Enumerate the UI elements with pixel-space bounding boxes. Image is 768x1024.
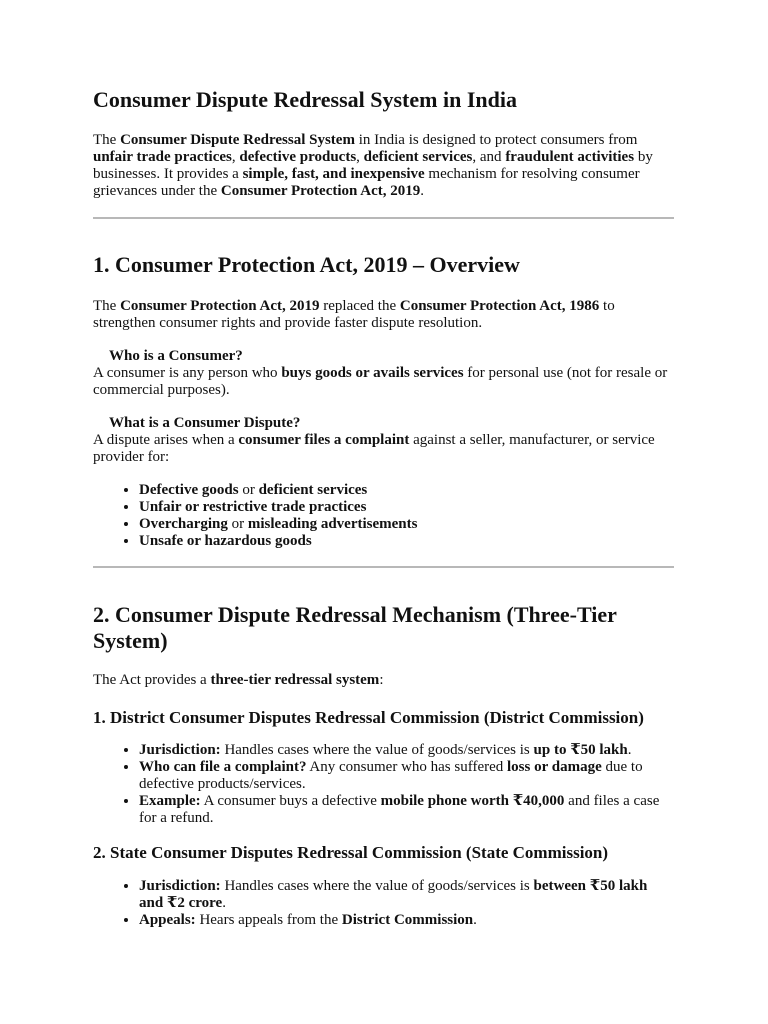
list-item bbox=[139, 912, 674, 929]
list-item bbox=[139, 499, 674, 516]
list-item bbox=[139, 516, 674, 533]
text-run: . bbox=[222, 895, 226, 911]
text-run: to strengthen consumer rights and provide faster dispute resolution. bbox=[93, 298, 615, 331]
bold-text: consumer files a complaint bbox=[238, 432, 410, 448]
text-run: in India is designed to protect consumers from bbox=[354, 132, 638, 148]
list-item bbox=[139, 793, 674, 827]
consumer-definition-text bbox=[93, 365, 674, 399]
bold-text: fraudulent activities bbox=[505, 149, 635, 165]
divider bbox=[93, 217, 674, 219]
dispute-grounds-list bbox=[93, 482, 674, 550]
section-1-paragraph bbox=[93, 298, 674, 332]
text-run: Handles cases where the value of goods/services is bbox=[220, 742, 534, 758]
list-item bbox=[139, 878, 674, 912]
dispute-definition-heading: What is a Consumer Dispute? bbox=[109, 415, 301, 431]
bold-text: three-tier redressal system bbox=[210, 672, 380, 688]
section-1-heading: 1. Consumer Protection Act, 2019 – Overview bbox=[93, 252, 520, 277]
bold-text: Consumer Protection Act, 2019 bbox=[120, 298, 320, 314]
text-run: or bbox=[227, 516, 248, 532]
text-run: : bbox=[379, 672, 384, 688]
text-run: . bbox=[420, 183, 425, 199]
bold-text: simple, fast, and inexpensive bbox=[242, 166, 425, 182]
bold-text: buys goods or avails services bbox=[281, 365, 464, 381]
list-item bbox=[139, 742, 674, 759]
section-2-heading: 2. Consumer Dispute Redressal Mechanism (Three-Tier System) bbox=[93, 602, 617, 653]
dispute-definition-text bbox=[93, 432, 674, 466]
bold-text: between ₹50 lakh and ₹2 crore bbox=[139, 878, 648, 911]
section-2-intro bbox=[93, 672, 674, 689]
text-run: The Act provides a bbox=[93, 672, 211, 688]
text-run: due to defective products/services. bbox=[139, 759, 643, 792]
district-commission-list bbox=[93, 742, 674, 827]
text-run: . bbox=[473, 912, 477, 928]
text-run: Any consumer who has suffered bbox=[306, 759, 508, 775]
text-run: replaced the bbox=[319, 298, 400, 314]
bold-text: Unfair or restrictive trade practices bbox=[139, 499, 367, 515]
text-run: for personal use (not for resale or commercial purposes). bbox=[93, 365, 668, 398]
bold-text: Consumer Protection Act, 2019 bbox=[220, 183, 421, 199]
text-run: , and bbox=[472, 149, 506, 165]
district-commission-heading: 1. District Consumer Disputes Redressal Commission (District Commission) bbox=[93, 708, 644, 727]
bold-text: Overcharging bbox=[139, 516, 228, 532]
bold-text: Jurisdiction: bbox=[139, 878, 221, 894]
bold-text: deficient services bbox=[258, 482, 368, 498]
bold-text: unfair trade practices bbox=[93, 149, 232, 165]
list-item bbox=[139, 533, 674, 550]
bold-text: up to ₹50 lakh bbox=[533, 742, 628, 758]
bold-text: Defective goods bbox=[139, 482, 239, 498]
bold-text: mobile phone worth ₹40,000 bbox=[380, 793, 565, 809]
bold-text: District Commission bbox=[341, 912, 474, 928]
bold-text: Example: bbox=[139, 793, 201, 809]
list-item bbox=[139, 482, 674, 499]
text-run: Hears appeals from the bbox=[195, 912, 342, 928]
text-run: The bbox=[93, 132, 121, 148]
text-run: and files a case for a refund. bbox=[139, 793, 660, 826]
divider bbox=[93, 566, 674, 568]
bold-text: Consumer Dispute Redressal System bbox=[120, 132, 355, 148]
bold-text: Jurisdiction: bbox=[139, 742, 221, 758]
intro-paragraph bbox=[93, 132, 674, 200]
text-run: , bbox=[356, 149, 364, 165]
bold-text: Who can file a complaint? bbox=[139, 759, 307, 775]
text-run: or bbox=[238, 482, 259, 498]
bold-text: misleading advertisements bbox=[247, 516, 418, 532]
bold-text: loss or damage bbox=[507, 759, 602, 775]
bold-text: deficient services bbox=[363, 149, 473, 165]
bold-text: Appeals: bbox=[139, 912, 196, 928]
text-run: Handles cases where the value of goods/services is bbox=[220, 878, 534, 894]
text-run: , bbox=[231, 149, 240, 165]
bold-text: defective products bbox=[239, 149, 357, 165]
bold-text: Unsafe or hazardous goods bbox=[139, 533, 312, 549]
text-run: by businesses. It provides a bbox=[93, 149, 653, 182]
text-run: mechanism for resolving consumer grievances under the bbox=[93, 166, 640, 199]
consumer-definition-heading: Who is a Consumer? bbox=[109, 348, 243, 364]
text-run: The bbox=[93, 298, 121, 314]
text-run: A consumer is any person who bbox=[93, 365, 282, 381]
list-item bbox=[139, 759, 674, 793]
text-run: A consumer buys a defective bbox=[200, 793, 381, 809]
bold-text: Consumer Protection Act, 1986 bbox=[399, 298, 600, 314]
state-commission-heading: 2. State Consumer Disputes Redressal Commission (State Commission) bbox=[93, 843, 609, 862]
text-run: . bbox=[627, 742, 632, 758]
state-commission-list bbox=[93, 878, 674, 929]
text-run: A dispute arises when a bbox=[93, 432, 239, 448]
text-run: against a seller, manufacturer, or service provider for: bbox=[93, 432, 655, 465]
document-title: Consumer Dispute Redressal System in India bbox=[93, 87, 517, 112]
